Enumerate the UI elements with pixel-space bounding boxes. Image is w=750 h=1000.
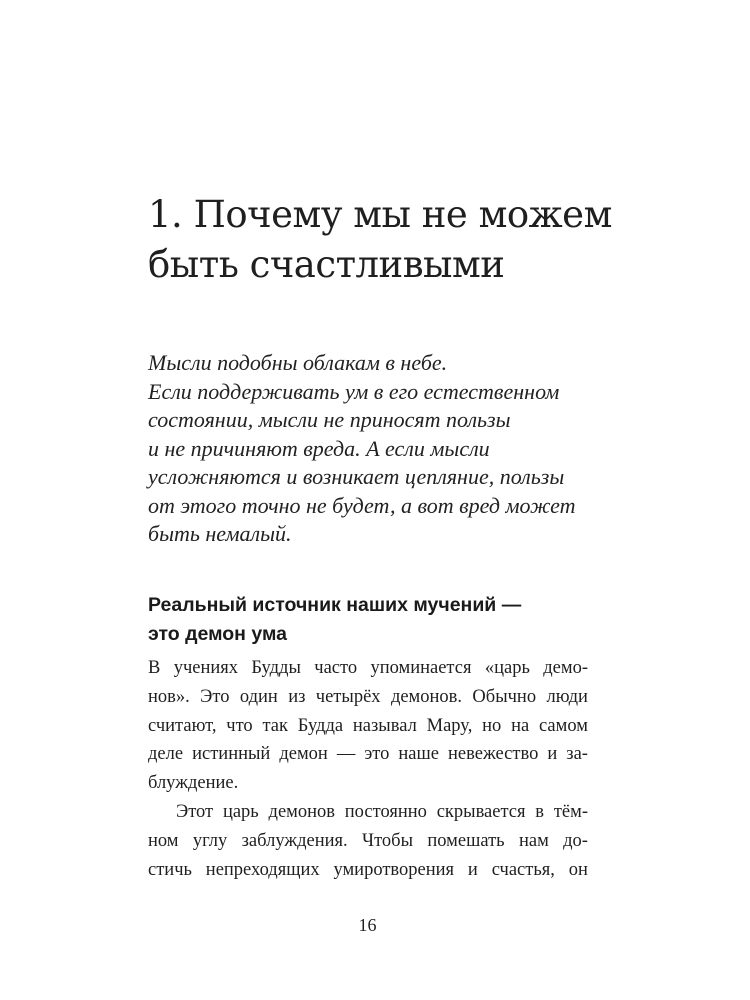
chapter-title-line: 1. Почему мы не можем [148,193,612,236]
word: один [239,686,278,707]
section-heading [148,591,608,649]
word: ном [148,830,179,851]
word: истинный [192,744,271,765]
word: упоминается [370,658,472,678]
text-line [148,798,588,827]
epigraph-line: быть немалый. [148,521,292,546]
word: заблуждения. [241,830,348,851]
text-line [148,856,588,885]
word: четырёх [315,686,381,707]
word: помешать [427,830,505,851]
word: называл [352,715,417,736]
text-line: блуждение. [148,773,239,794]
word: считают, [148,715,217,736]
word: и [547,744,558,765]
word: и [467,859,478,880]
word: это [364,744,390,765]
epigraph-line: Мысли подобны облакам в небе. [148,350,448,375]
word: нам [518,830,549,851]
word: Это [200,686,230,707]
word: но [482,715,502,736]
word: в [535,801,545,822]
section-heading-line: Реальный источник наших мучений — [148,594,522,616]
epigraph-line: от этого точно не будет, а вот вред может [148,492,576,518]
word: стичь [148,859,192,880]
word: самом [539,715,588,736]
word: демонов. [390,686,463,707]
word: демо- [543,658,588,678]
word: непреходящих [205,859,320,880]
word: В [148,658,161,678]
word: на [511,715,530,736]
word: он [568,859,588,880]
word: до- [563,830,588,851]
word: Мару, [426,715,473,736]
word: учениях [173,658,239,678]
page-number: 16 [358,915,377,935]
text-line [148,683,588,712]
word: постоянно [344,801,427,822]
text-line [148,654,588,683]
epigraph-line: Если поддерживать ум в его естественном [148,378,560,404]
epigraph-line: и не причиняют вреда. А если мысли [148,435,490,461]
word: Будда [297,715,344,736]
word: скрывается [436,801,526,822]
word: царь [222,801,259,822]
word: нов». [148,686,190,707]
word: что [226,715,253,736]
epigraph-line: усложняются и возникает цепляние, пользы [148,464,565,489]
word: демонов [268,801,335,822]
section-heading-line: это демон ума [148,623,287,645]
paragraph-1 [148,654,588,798]
word: из [288,686,306,707]
word: невежество [448,744,539,765]
word: «царь [484,658,530,678]
word: Обычно [472,686,537,707]
word: углу [192,830,228,851]
word: за- [566,744,588,765]
word: тём- [553,801,588,822]
word: демон [279,744,328,765]
text-line [148,740,588,769]
epigraph [148,349,608,549]
word: счастья, [491,859,555,880]
word: — [336,744,356,765]
word: Этот [176,801,214,822]
chapter-title-line: быть счастливыми [148,243,505,286]
word: умиротворения [333,859,455,880]
word: Чтобы [362,830,414,851]
word: люди [546,686,588,707]
word: часто [314,658,358,678]
epigraph-line: состоянии, мысли не приносят пользы [148,407,511,432]
text-line [148,827,588,856]
word: так [262,715,288,736]
text-line [148,712,588,741]
word: Будды [251,658,301,678]
body-text [148,654,588,884]
chapter-title [148,190,618,290]
word: деле [148,744,184,765]
word: наше [398,744,439,765]
paragraph-2 [148,798,588,884]
